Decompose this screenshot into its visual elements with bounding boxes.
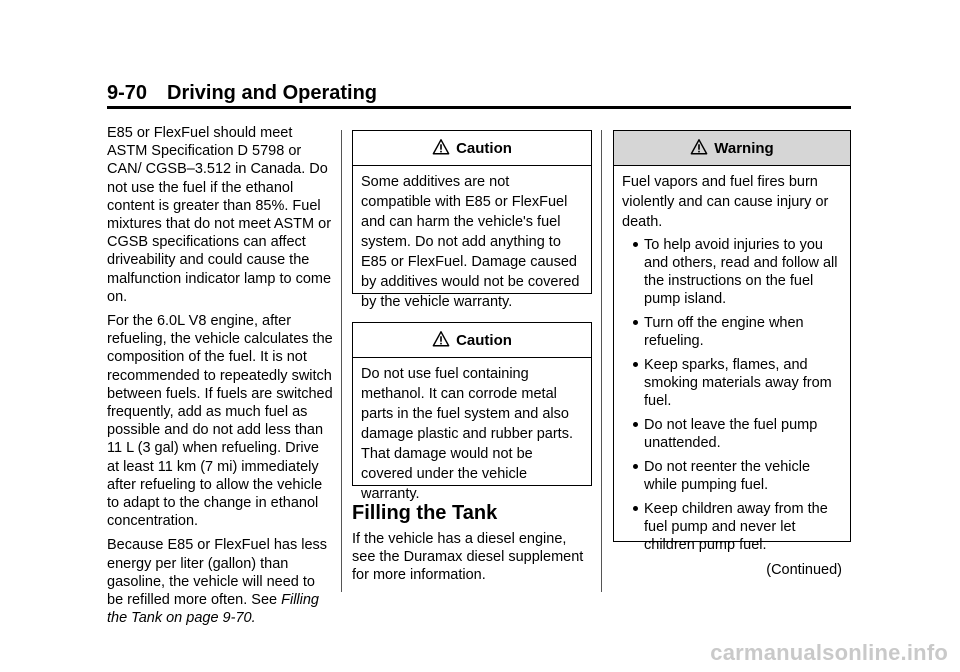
warning-intro: Fuel vapors and fuel fires burn violently and can cause injury or death. bbox=[622, 174, 829, 230]
warning-list bbox=[622, 236, 842, 554]
warning-box bbox=[613, 130, 851, 578]
list-item: Do not leave the fuel pump unattended. bbox=[622, 416, 842, 452]
watermark: carmanualsonline.info bbox=[710, 640, 948, 665]
list-item: Do not reenter the vehicle while pumping fuel. bbox=[622, 458, 842, 494]
caution-title: Caution bbox=[456, 139, 512, 157]
paragraph-energy bbox=[107, 536, 335, 627]
warning-icon bbox=[690, 138, 708, 156]
filling-tank-link[interactable]: Filling the Tank on page 9-70. bbox=[107, 592, 319, 627]
paragraph-v8-refueling: For the 6.0L V8 engine, after refueling, the vehicle calculates the composition of the fuel. It is not recommended to repeatedly switch between fuels. If fuels are switched frequently, add as much fuel as possible and do not add less than 11 L (3 gal) when refueling. Drive at least 11 km (7 mi) immediately after refueling to allow the vehicle to adapt to the change in ethanol concentration. bbox=[107, 313, 333, 530]
warning-body bbox=[614, 166, 850, 586]
list-item: Keep sparks, flames, and smoking materials away from fuel. bbox=[622, 356, 842, 410]
continued-note: (Continued) bbox=[766, 562, 842, 578]
paragraph-astm: E85 or FlexFuel should meet ASTM Specification D 5798 or CAN/ CGSB–3.512 in Canada. Do not use the fuel if the ethanol content is greater than 85%. Fuel mixtures that do not meet ASTM or CGSB specifications can affect driveability and could cause the malfunction indicator lamp to come on. bbox=[107, 125, 332, 305]
caution-box-methanol bbox=[352, 322, 592, 502]
caution-body: Do not use fuel containing methanol. It can corrode metal parts in the fuel system and also damage plastic and rubber parts. That damage would not be covered under the vehicle warranty. bbox=[361, 366, 573, 502]
filling-tank-body: If the vehicle has a diesel engine, see the Duramax diesel supplement for more information. bbox=[352, 531, 584, 584]
column-left bbox=[107, 124, 335, 633]
caution-header bbox=[353, 131, 591, 166]
caution-title: Caution bbox=[456, 331, 512, 349]
page-header bbox=[107, 82, 851, 109]
caution-icon bbox=[432, 138, 450, 156]
warning-title: Warning bbox=[714, 139, 774, 157]
list-item: Turn off the engine when refueling. bbox=[622, 314, 842, 350]
section-heading: Driving and Operating bbox=[167, 82, 378, 104]
caution-body: Some additives are not compatible with E85 or FlexFuel and can harm the vehicle's fuel system. Do not add anything to E85 or FlexFuel. Damage caused by additives would not be covered by the vehicle warranty. bbox=[361, 174, 580, 310]
column-divider-1 bbox=[341, 130, 342, 592]
caution-icon bbox=[432, 330, 450, 348]
list-item: To help avoid injuries to you and others, read and follow all the instructions on the fuel pump island. bbox=[622, 236, 842, 308]
page-number: 9-70 bbox=[107, 82, 148, 104]
filling-tank-heading: Filling the Tank bbox=[352, 502, 498, 524]
caution-header bbox=[353, 323, 591, 358]
paragraph-energy-text: Because E85 or FlexFuel has less energy per liter (gallon) than gasoline, the vehicle will need to be refilled more often. See bbox=[107, 537, 328, 609]
warning-header bbox=[614, 131, 850, 166]
list-item: Keep children away from the fuel pump and never let children pump fuel. bbox=[622, 500, 842, 554]
caution-box-additives bbox=[352, 130, 592, 310]
column-divider-2 bbox=[601, 130, 602, 592]
